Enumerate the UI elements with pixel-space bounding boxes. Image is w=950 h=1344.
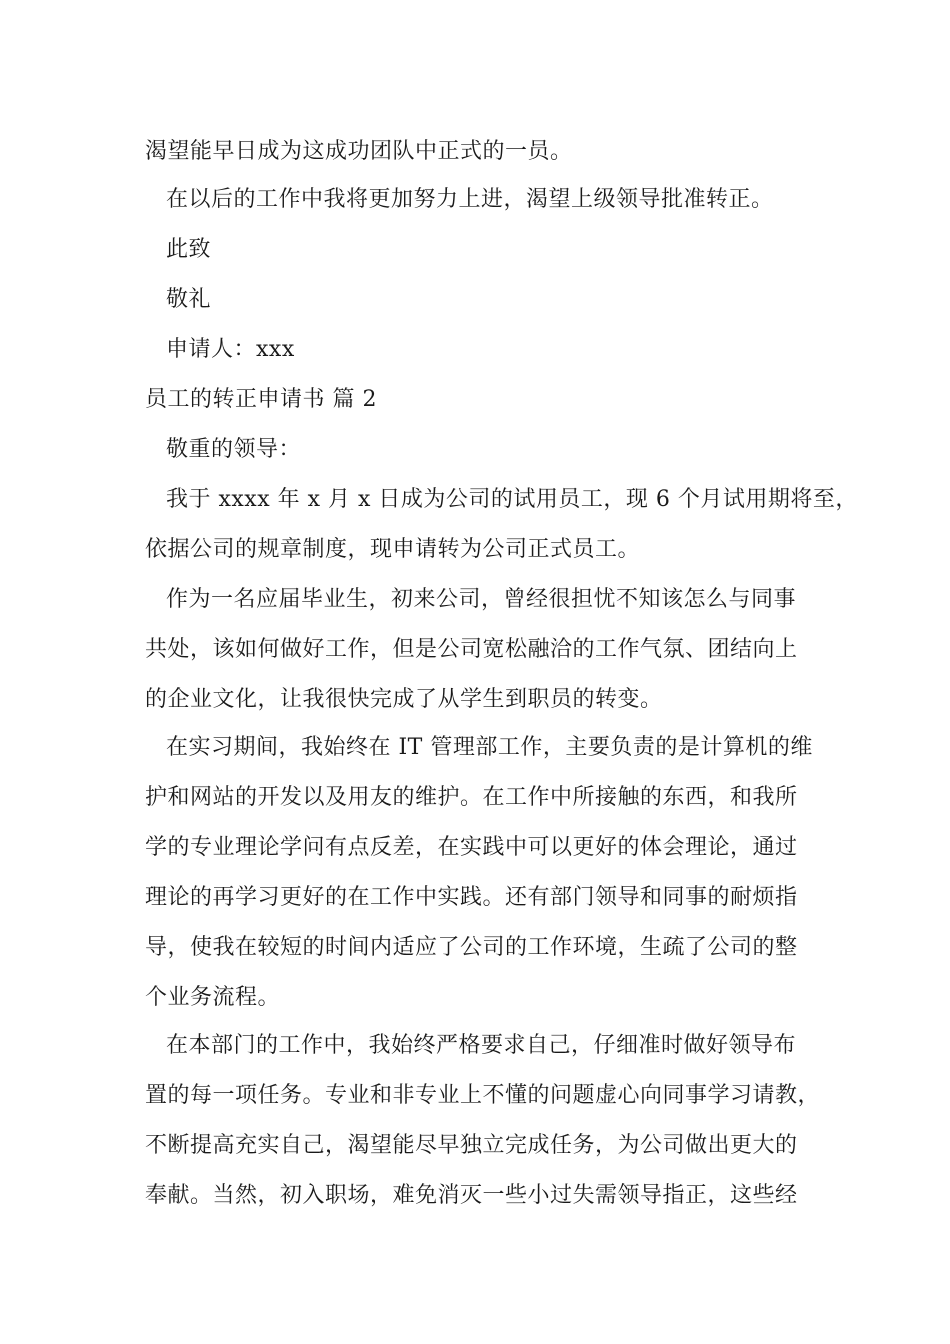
paragraph-line: 的企业文化，让我很快完成了从学生到职员的转变。 (145, 687, 663, 712)
paragraph-line: 奉献。当然，初入职场，难免消灭一些小过失需领导指正，这些经 (145, 1183, 798, 1208)
paragraph-line: 作为一名应届毕业生，初来公司，曾经很担忧不知该怎么与同事 (166, 587, 797, 612)
paragraph-line: 我于 xxxx 年 x 月 x 日成为公司的试用员工，现 6 个月试用期将至， (166, 487, 858, 512)
paragraph-line: 不断提高充实自己，渴望能尽早独立完成任务，为公司做出更大的 (145, 1133, 798, 1158)
paragraph-line: 理论的再学习更好的在工作中实践。还有部门领导和同事的耐烦指 (145, 885, 798, 910)
paragraph-line: 在以后的工作中我将更加努力上进，渴望上级领导批准转正。 (166, 187, 774, 212)
paragraph-line: 依据公司的规章制度，现申请转为公司正式员工。 (145, 537, 641, 562)
paragraph-line: 置的每一项任务。专业和非专业上不懂的问题虚心向同事学习请教， (145, 1083, 821, 1108)
paragraph-line: 渴望能早日成为这成功团队中正式的一员。 (145, 139, 573, 164)
closing-salutation: 此致 (166, 237, 212, 262)
applicant-signature: 申请人：xxx (166, 337, 295, 362)
paragraph-line: 个业务流程。 (145, 985, 281, 1010)
closing-regards: 敬礼 (166, 287, 212, 312)
paragraph-line: 在本部门的工作中，我始终严格要求自己，仔细准时做好领导布 (166, 1033, 797, 1058)
paragraph-line: 在实习期间，我始终在 IT 管理部工作，主要负责的是计算机的维 (166, 735, 813, 760)
paragraph-line: 导，使我在较短的时间内适应了公司的工作环境，生疏了公司的整 (145, 935, 798, 960)
section-heading: 员工的转正申请书 篇 2 (145, 387, 377, 412)
paragraph-line: 护和网站的开发以及用友的维护。在工作中所接触的东西，和我所 (145, 785, 798, 810)
greeting: 敬重的领导： (166, 437, 302, 462)
paragraph-line: 学的专业理论学问有点反差，在实践中可以更好的体会理论，通过 (145, 835, 798, 860)
paragraph-line: 共处，该如何做好工作，但是公司宽松融洽的工作气氛、团结向上 (145, 637, 798, 662)
